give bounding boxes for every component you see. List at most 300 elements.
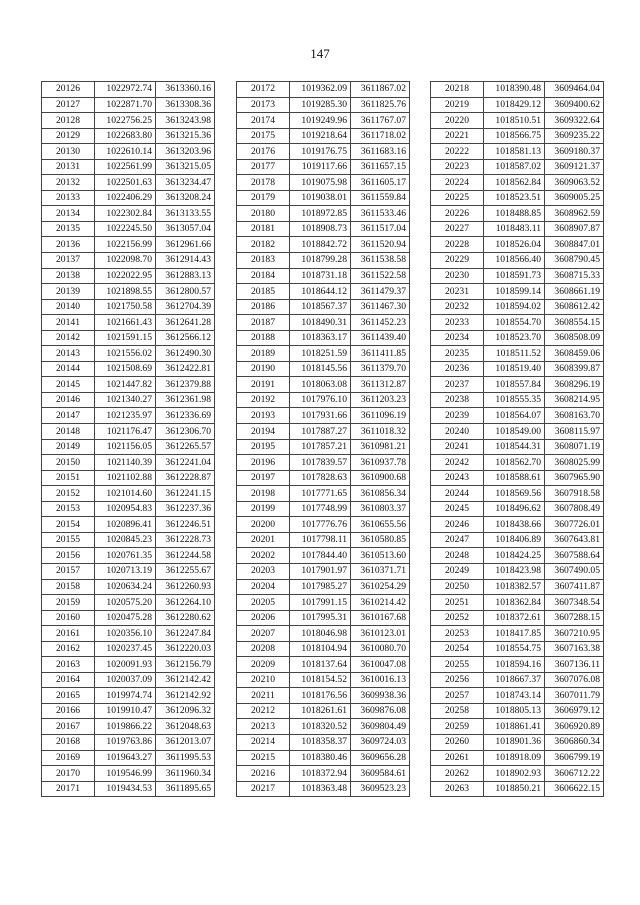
table-row bbox=[42, 517, 215, 533]
x-coordinate-cell: 1017828.63 bbox=[290, 470, 351, 486]
table-row bbox=[431, 128, 604, 144]
y-coordinate-cell: 3608612.42 bbox=[545, 299, 604, 315]
table-row bbox=[431, 346, 604, 362]
y-coordinate-cell: 3607808.49 bbox=[545, 501, 604, 517]
point-id-cell: 20161 bbox=[42, 626, 95, 642]
x-coordinate-cell: 1021340.27 bbox=[95, 392, 156, 408]
table-row bbox=[42, 315, 215, 331]
table-row bbox=[431, 268, 604, 284]
point-id-cell: 20220 bbox=[431, 113, 484, 129]
y-coordinate-cell: 3611538.58 bbox=[351, 253, 410, 269]
point-id-cell: 20185 bbox=[237, 284, 290, 300]
point-id-cell: 20229 bbox=[431, 253, 484, 269]
table-row bbox=[237, 781, 410, 797]
point-id-cell: 20256 bbox=[431, 672, 484, 688]
table-row bbox=[237, 579, 410, 595]
point-id-cell: 20171 bbox=[42, 781, 95, 797]
y-coordinate-cell: 3612379.88 bbox=[156, 377, 215, 393]
x-coordinate-cell: 1018046.98 bbox=[290, 626, 351, 642]
x-coordinate-cell: 1020356.10 bbox=[95, 626, 156, 642]
x-coordinate-cell: 1022245.50 bbox=[95, 221, 156, 237]
table-row bbox=[237, 766, 410, 782]
point-id-cell: 20192 bbox=[237, 392, 290, 408]
x-coordinate-cell: 1018544.31 bbox=[484, 439, 545, 455]
point-id-cell: 20243 bbox=[431, 470, 484, 486]
point-id-cell: 20157 bbox=[42, 563, 95, 579]
point-id-cell: 20233 bbox=[431, 315, 484, 331]
point-id-cell: 20189 bbox=[237, 346, 290, 362]
point-id-cell: 20236 bbox=[431, 361, 484, 377]
table-row bbox=[237, 159, 410, 175]
x-coordinate-cell: 1018564.07 bbox=[484, 408, 545, 424]
x-coordinate-cell: 1021591.15 bbox=[95, 330, 156, 346]
point-id-cell: 20231 bbox=[431, 284, 484, 300]
point-id-cell: 20193 bbox=[237, 408, 290, 424]
table-row bbox=[237, 330, 410, 346]
point-id-cell: 20253 bbox=[431, 626, 484, 642]
coordinate-table-left bbox=[41, 81, 215, 797]
point-id-cell: 20140 bbox=[42, 299, 95, 315]
table-row bbox=[237, 548, 410, 564]
point-id-cell: 20263 bbox=[431, 781, 484, 797]
point-id-cell: 20162 bbox=[42, 641, 95, 657]
x-coordinate-cell: 1022871.70 bbox=[95, 97, 156, 113]
x-coordinate-cell: 1020091.93 bbox=[95, 657, 156, 673]
y-coordinate-cell: 3611479.37 bbox=[351, 284, 410, 300]
point-id-cell: 20188 bbox=[237, 330, 290, 346]
point-id-cell: 20201 bbox=[237, 532, 290, 548]
x-coordinate-cell: 1018526.04 bbox=[484, 237, 545, 253]
point-id-cell: 20142 bbox=[42, 330, 95, 346]
point-id-cell: 20216 bbox=[237, 766, 290, 782]
x-coordinate-cell: 1018358.37 bbox=[290, 734, 351, 750]
table-row bbox=[237, 688, 410, 704]
x-coordinate-cell: 1018523.51 bbox=[484, 190, 545, 206]
point-id-cell: 20239 bbox=[431, 408, 484, 424]
table-row bbox=[42, 268, 215, 284]
table-row bbox=[42, 190, 215, 206]
y-coordinate-cell: 3612220.03 bbox=[156, 641, 215, 657]
point-id-cell: 20186 bbox=[237, 299, 290, 315]
y-coordinate-cell: 3611096.19 bbox=[351, 408, 410, 424]
table-row bbox=[431, 750, 604, 766]
x-coordinate-cell: 1018566.40 bbox=[484, 253, 545, 269]
y-coordinate-cell: 3608790.45 bbox=[545, 253, 604, 269]
table-row bbox=[431, 641, 604, 657]
x-coordinate-cell: 1018510.51 bbox=[484, 113, 545, 129]
point-id-cell: 20242 bbox=[431, 455, 484, 471]
point-id-cell: 20252 bbox=[431, 610, 484, 626]
y-coordinate-cell: 3610900.68 bbox=[351, 470, 410, 486]
table-row bbox=[237, 113, 410, 129]
x-coordinate-cell: 1021750.58 bbox=[95, 299, 156, 315]
y-coordinate-cell: 3609584.61 bbox=[351, 766, 410, 782]
point-id-cell: 20131 bbox=[42, 159, 95, 175]
table-row bbox=[431, 159, 604, 175]
y-coordinate-cell: 3611683.16 bbox=[351, 144, 410, 160]
x-coordinate-cell: 1018587.02 bbox=[484, 159, 545, 175]
table-row bbox=[431, 97, 604, 113]
point-id-cell: 20180 bbox=[237, 206, 290, 222]
point-id-cell: 20227 bbox=[431, 221, 484, 237]
table-row bbox=[42, 688, 215, 704]
table-row bbox=[237, 501, 410, 517]
point-id-cell: 20133 bbox=[42, 190, 95, 206]
point-id-cell: 20143 bbox=[42, 346, 95, 362]
table-row bbox=[237, 424, 410, 440]
y-coordinate-cell: 3609724.03 bbox=[351, 734, 410, 750]
point-id-cell: 20164 bbox=[42, 672, 95, 688]
x-coordinate-cell: 1020954.83 bbox=[95, 501, 156, 517]
point-id-cell: 20218 bbox=[431, 82, 484, 98]
point-id-cell: 20150 bbox=[42, 455, 95, 471]
point-id-cell: 20217 bbox=[237, 781, 290, 797]
point-id-cell: 20126 bbox=[42, 82, 95, 98]
table-row bbox=[42, 361, 215, 377]
point-id-cell: 20245 bbox=[431, 501, 484, 517]
point-id-cell: 20195 bbox=[237, 439, 290, 455]
x-coordinate-cell: 1018902.93 bbox=[484, 766, 545, 782]
y-coordinate-cell: 3610981.21 bbox=[351, 439, 410, 455]
point-id-cell: 20149 bbox=[42, 439, 95, 455]
point-id-cell: 20247 bbox=[431, 532, 484, 548]
point-id-cell: 20203 bbox=[237, 563, 290, 579]
table-row bbox=[431, 237, 604, 253]
x-coordinate-cell: 1018483.11 bbox=[484, 221, 545, 237]
table-row bbox=[237, 610, 410, 626]
y-coordinate-cell: 3613208.24 bbox=[156, 190, 215, 206]
x-coordinate-cell: 1017844.40 bbox=[290, 548, 351, 564]
x-coordinate-cell: 1018549.00 bbox=[484, 424, 545, 440]
point-id-cell: 20214 bbox=[237, 734, 290, 750]
x-coordinate-cell: 1018429.12 bbox=[484, 97, 545, 113]
x-coordinate-cell: 1018555.35 bbox=[484, 392, 545, 408]
table-row bbox=[431, 734, 604, 750]
table-row bbox=[42, 734, 215, 750]
table-row bbox=[431, 424, 604, 440]
y-coordinate-cell: 3607011.79 bbox=[545, 688, 604, 704]
table-row bbox=[42, 237, 215, 253]
point-id-cell: 20219 bbox=[431, 97, 484, 113]
table-row bbox=[237, 672, 410, 688]
point-id-cell: 20199 bbox=[237, 501, 290, 517]
x-coordinate-cell: 1018743.14 bbox=[484, 688, 545, 704]
y-coordinate-cell: 3612490.30 bbox=[156, 346, 215, 362]
table-row bbox=[237, 346, 410, 362]
point-id-cell: 20132 bbox=[42, 175, 95, 191]
y-coordinate-cell: 3608115.97 bbox=[545, 424, 604, 440]
y-coordinate-cell: 3611960.34 bbox=[156, 766, 215, 782]
x-coordinate-cell: 1018731.18 bbox=[290, 268, 351, 284]
x-coordinate-cell: 1021140.39 bbox=[95, 455, 156, 471]
x-coordinate-cell: 1018104.94 bbox=[290, 641, 351, 657]
point-id-cell: 20209 bbox=[237, 657, 290, 673]
x-coordinate-cell: 1018511.52 bbox=[484, 346, 545, 362]
x-coordinate-cell: 1018908.73 bbox=[290, 221, 351, 237]
point-id-cell: 20153 bbox=[42, 501, 95, 517]
y-coordinate-cell: 3609180.37 bbox=[545, 144, 604, 160]
point-id-cell: 20213 bbox=[237, 719, 290, 735]
table-row bbox=[431, 672, 604, 688]
page-number: 147 bbox=[310, 46, 330, 61]
point-id-cell: 20234 bbox=[431, 330, 484, 346]
x-coordinate-cell: 1018417.85 bbox=[484, 626, 545, 642]
y-coordinate-cell: 3609938.36 bbox=[351, 688, 410, 704]
x-coordinate-cell: 1017995.31 bbox=[290, 610, 351, 626]
table-row bbox=[42, 548, 215, 564]
y-coordinate-cell: 3610580.85 bbox=[351, 532, 410, 548]
point-id-cell: 20206 bbox=[237, 610, 290, 626]
x-coordinate-cell: 1018594.02 bbox=[484, 299, 545, 315]
y-coordinate-cell: 3611533.46 bbox=[351, 206, 410, 222]
x-coordinate-cell: 1022156.99 bbox=[95, 237, 156, 253]
y-coordinate-cell: 3610254.29 bbox=[351, 579, 410, 595]
point-id-cell: 20144 bbox=[42, 361, 95, 377]
table-row bbox=[431, 610, 604, 626]
y-coordinate-cell: 3612096.32 bbox=[156, 703, 215, 719]
y-coordinate-cell: 3607965.90 bbox=[545, 470, 604, 486]
y-coordinate-cell: 3611203.23 bbox=[351, 392, 410, 408]
y-coordinate-cell: 3613203.96 bbox=[156, 144, 215, 160]
x-coordinate-cell: 1021447.82 bbox=[95, 377, 156, 393]
table-row bbox=[237, 703, 410, 719]
x-coordinate-cell: 1018972.85 bbox=[290, 206, 351, 222]
table-row bbox=[42, 299, 215, 315]
x-coordinate-cell: 1017857.21 bbox=[290, 439, 351, 455]
y-coordinate-cell: 3610371.71 bbox=[351, 563, 410, 579]
table-row bbox=[237, 626, 410, 642]
x-coordinate-cell: 1018382.57 bbox=[484, 579, 545, 595]
y-coordinate-cell: 3611520.94 bbox=[351, 237, 410, 253]
x-coordinate-cell: 1019075.98 bbox=[290, 175, 351, 191]
table-row bbox=[42, 159, 215, 175]
table-row bbox=[431, 579, 604, 595]
y-coordinate-cell: 3608715.33 bbox=[545, 268, 604, 284]
x-coordinate-cell: 1018423.98 bbox=[484, 563, 545, 579]
y-coordinate-cell: 3608661.19 bbox=[545, 284, 604, 300]
table-row bbox=[431, 563, 604, 579]
x-coordinate-cell: 1018362.84 bbox=[484, 595, 545, 611]
x-coordinate-cell: 1017776.76 bbox=[290, 517, 351, 533]
y-coordinate-cell: 3612265.57 bbox=[156, 439, 215, 455]
y-coordinate-cell: 3612883.13 bbox=[156, 268, 215, 284]
table-row bbox=[431, 470, 604, 486]
y-coordinate-cell: 3612244.58 bbox=[156, 548, 215, 564]
x-coordinate-cell: 1018594.16 bbox=[484, 657, 545, 673]
y-coordinate-cell: 3609235.22 bbox=[545, 128, 604, 144]
table-row bbox=[431, 501, 604, 517]
table-row bbox=[42, 610, 215, 626]
table-row bbox=[42, 703, 215, 719]
point-id-cell: 20130 bbox=[42, 144, 95, 160]
x-coordinate-cell: 1021898.55 bbox=[95, 284, 156, 300]
x-coordinate-cell: 1018667.37 bbox=[484, 672, 545, 688]
x-coordinate-cell: 1018145.56 bbox=[290, 361, 351, 377]
point-id-cell: 20196 bbox=[237, 455, 290, 471]
x-coordinate-cell: 1017991.15 bbox=[290, 595, 351, 611]
x-coordinate-cell: 1018842.72 bbox=[290, 237, 351, 253]
point-id-cell: 20212 bbox=[237, 703, 290, 719]
point-id-cell: 20159 bbox=[42, 595, 95, 611]
table-row bbox=[431, 175, 604, 191]
table-row bbox=[431, 532, 604, 548]
table-row bbox=[431, 657, 604, 673]
x-coordinate-cell: 1018569.56 bbox=[484, 486, 545, 502]
y-coordinate-cell: 3612422.81 bbox=[156, 361, 215, 377]
table-row bbox=[42, 657, 215, 673]
x-coordinate-cell: 1019249.96 bbox=[290, 113, 351, 129]
point-id-cell: 20241 bbox=[431, 439, 484, 455]
point-id-cell: 20205 bbox=[237, 595, 290, 611]
table-row bbox=[431, 361, 604, 377]
table-row bbox=[42, 377, 215, 393]
x-coordinate-cell: 1019866.22 bbox=[95, 719, 156, 735]
x-coordinate-cell: 1018644.12 bbox=[290, 284, 351, 300]
y-coordinate-cell: 3608163.70 bbox=[545, 408, 604, 424]
y-coordinate-cell: 3613215.05 bbox=[156, 159, 215, 175]
point-id-cell: 20167 bbox=[42, 719, 95, 735]
table-row bbox=[42, 113, 215, 129]
point-id-cell: 20168 bbox=[42, 734, 95, 750]
y-coordinate-cell: 3611995.53 bbox=[156, 750, 215, 766]
point-id-cell: 20141 bbox=[42, 315, 95, 331]
x-coordinate-cell: 1020475.28 bbox=[95, 610, 156, 626]
point-id-cell: 20172 bbox=[237, 82, 290, 98]
y-coordinate-cell: 3607411.87 bbox=[545, 579, 604, 595]
y-coordinate-cell: 3611867.02 bbox=[351, 82, 410, 98]
point-id-cell: 20246 bbox=[431, 517, 484, 533]
table-row bbox=[431, 719, 604, 735]
y-coordinate-cell: 3610047.08 bbox=[351, 657, 410, 673]
x-coordinate-cell: 1018363.17 bbox=[290, 330, 351, 346]
point-id-cell: 20147 bbox=[42, 408, 95, 424]
table-row bbox=[431, 455, 604, 471]
y-coordinate-cell: 3610803.37 bbox=[351, 501, 410, 517]
table-row bbox=[42, 128, 215, 144]
table-row bbox=[42, 97, 215, 113]
y-coordinate-cell: 3612566.12 bbox=[156, 330, 215, 346]
y-coordinate-cell: 3608025.99 bbox=[545, 455, 604, 471]
table-row bbox=[237, 392, 410, 408]
y-coordinate-cell: 3607726.01 bbox=[545, 517, 604, 533]
y-coordinate-cell: 3613308.36 bbox=[156, 97, 215, 113]
y-coordinate-cell: 3608907.87 bbox=[545, 221, 604, 237]
x-coordinate-cell: 1022098.70 bbox=[95, 253, 156, 269]
table-row bbox=[431, 688, 604, 704]
y-coordinate-cell: 3613243.98 bbox=[156, 113, 215, 129]
y-coordinate-cell: 3610016.13 bbox=[351, 672, 410, 688]
x-coordinate-cell: 1017771.65 bbox=[290, 486, 351, 502]
table-row bbox=[237, 284, 410, 300]
table-row bbox=[42, 221, 215, 237]
x-coordinate-cell: 1018363.48 bbox=[290, 781, 351, 797]
x-coordinate-cell: 1018799.28 bbox=[290, 253, 351, 269]
point-id-cell: 20156 bbox=[42, 548, 95, 564]
x-coordinate-cell: 1018850.21 bbox=[484, 781, 545, 797]
table-row bbox=[431, 315, 604, 331]
x-coordinate-cell: 1018901.36 bbox=[484, 734, 545, 750]
y-coordinate-cell: 3607643.81 bbox=[545, 532, 604, 548]
table-row bbox=[431, 190, 604, 206]
point-id-cell: 20160 bbox=[42, 610, 95, 626]
x-coordinate-cell: 1018063.08 bbox=[290, 377, 351, 393]
x-coordinate-cell: 1018380.46 bbox=[290, 750, 351, 766]
table-row bbox=[431, 392, 604, 408]
point-id-cell: 20207 bbox=[237, 626, 290, 642]
table-row bbox=[237, 175, 410, 191]
x-coordinate-cell: 1020575.20 bbox=[95, 595, 156, 611]
y-coordinate-cell: 3612264.10 bbox=[156, 595, 215, 611]
point-id-cell: 20200 bbox=[237, 517, 290, 533]
y-coordinate-cell: 3609523.23 bbox=[351, 781, 410, 797]
y-coordinate-cell: 3607490.05 bbox=[545, 563, 604, 579]
y-coordinate-cell: 3609656.28 bbox=[351, 750, 410, 766]
x-coordinate-cell: 1022683.80 bbox=[95, 128, 156, 144]
table-row bbox=[237, 719, 410, 735]
table-row bbox=[237, 455, 410, 471]
table-row bbox=[42, 781, 215, 797]
y-coordinate-cell: 3608214.95 bbox=[545, 392, 604, 408]
table-row bbox=[237, 563, 410, 579]
y-coordinate-cell: 3610513.60 bbox=[351, 548, 410, 564]
y-coordinate-cell: 3612142.92 bbox=[156, 688, 215, 704]
y-coordinate-cell: 3609400.62 bbox=[545, 97, 604, 113]
y-coordinate-cell: 3613234.47 bbox=[156, 175, 215, 191]
table-row bbox=[237, 82, 410, 98]
y-coordinate-cell: 3612237.36 bbox=[156, 501, 215, 517]
y-coordinate-cell: 3609322.64 bbox=[545, 113, 604, 129]
x-coordinate-cell: 1017839.57 bbox=[290, 455, 351, 471]
x-coordinate-cell: 1018390.48 bbox=[484, 82, 545, 98]
y-coordinate-cell: 3608554.15 bbox=[545, 315, 604, 331]
point-id-cell: 20194 bbox=[237, 424, 290, 440]
y-coordinate-cell: 3611411.85 bbox=[351, 346, 410, 362]
table-row bbox=[431, 221, 604, 237]
x-coordinate-cell: 1018496.62 bbox=[484, 501, 545, 517]
table-row bbox=[237, 144, 410, 160]
x-coordinate-cell: 1018554.75 bbox=[484, 641, 545, 657]
table-row bbox=[237, 221, 410, 237]
point-id-cell: 20152 bbox=[42, 486, 95, 502]
x-coordinate-cell: 1021014.60 bbox=[95, 486, 156, 502]
y-coordinate-cell: 3611825.76 bbox=[351, 97, 410, 113]
table-row bbox=[237, 734, 410, 750]
point-id-cell: 20225 bbox=[431, 190, 484, 206]
x-coordinate-cell: 1018567.37 bbox=[290, 299, 351, 315]
x-coordinate-cell: 1018562.84 bbox=[484, 175, 545, 191]
y-coordinate-cell: 3608847.01 bbox=[545, 237, 604, 253]
table-row bbox=[431, 408, 604, 424]
table-row bbox=[42, 144, 215, 160]
table-row bbox=[42, 501, 215, 517]
point-id-cell: 20138 bbox=[42, 268, 95, 284]
x-coordinate-cell: 1019038.01 bbox=[290, 190, 351, 206]
x-coordinate-cell: 1020761.35 bbox=[95, 548, 156, 564]
point-id-cell: 20176 bbox=[237, 144, 290, 160]
table-row bbox=[431, 517, 604, 533]
y-coordinate-cell: 3613360.16 bbox=[156, 82, 215, 98]
table-row bbox=[237, 657, 410, 673]
point-id-cell: 20166 bbox=[42, 703, 95, 719]
x-coordinate-cell: 1017887.27 bbox=[290, 424, 351, 440]
point-id-cell: 20191 bbox=[237, 377, 290, 393]
x-coordinate-cell: 1018523.70 bbox=[484, 330, 545, 346]
table-row bbox=[431, 284, 604, 300]
y-coordinate-cell: 3611018.32 bbox=[351, 424, 410, 440]
table-row bbox=[431, 766, 604, 782]
y-coordinate-cell: 3612961.66 bbox=[156, 237, 215, 253]
point-id-cell: 20151 bbox=[42, 470, 95, 486]
